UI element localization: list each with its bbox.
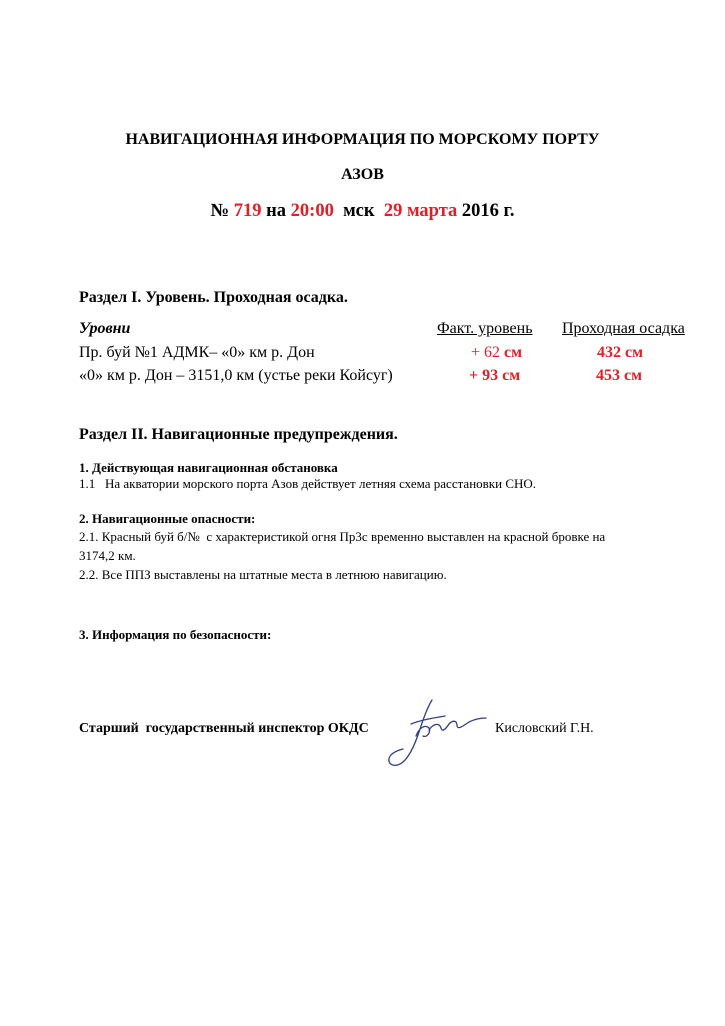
- issue-line: [0, 201, 725, 222]
- number-prefix: №: [210, 201, 234, 221]
- subsection-2-heading: 2. Навигационные опасности:: [79, 511, 256, 526]
- subsection-1-heading: 1. Действующая навигационная обстановка: [79, 460, 338, 475]
- timezone-label: мск: [333, 201, 384, 221]
- table-row-2-name: «0» км р. Дон – 3151,0 км (устье реки Койсуг): [79, 367, 393, 384]
- table-row-1-level: [471, 344, 522, 362]
- column-header-levels: Уровни: [79, 320, 131, 337]
- issue-number: 719: [233, 201, 262, 221]
- port-name: АЗОВ: [341, 166, 384, 183]
- table-row-1-draft: 432 см: [597, 344, 643, 361]
- subsection-1-text: 1.1 На акватории морского порта Азов действует летняя схема расстановки СНО.: [79, 476, 537, 491]
- document-title: НАВИГАЦИОННАЯ ИНФОРМАЦИЯ ПО МОРСКОМУ ПОРТУ: [125, 131, 600, 148]
- level-value: + 62: [471, 344, 505, 361]
- issue-year: 2016 г.: [457, 201, 515, 221]
- issue-time: 20:00: [290, 201, 334, 221]
- table-row-2-level: [469, 367, 520, 385]
- issue-date: 29 марта: [383, 201, 458, 221]
- subsection-2-line-3: 2.2. Все ППЗ выставлены на штатные места в летнюю навигацию.: [79, 567, 447, 582]
- table-row-1-name: Пр. буй №1 АДМК– «0» км р. Дон: [79, 344, 315, 361]
- signer-role: Старший государственный инспектор ОКДС: [79, 721, 369, 736]
- subsection-2-line-2: 3174,2 км.: [79, 548, 136, 563]
- column-header-draft: Проходная осадка: [562, 320, 685, 337]
- table-row-2-draft: 453 см: [596, 367, 642, 384]
- section-2-title: Раздел II. Навигационные предупреждения.: [79, 426, 398, 443]
- subsection-3-heading: 3. Информация по безопасности:: [79, 627, 272, 642]
- column-header-actual-level: Факт. уровень: [437, 320, 533, 337]
- subsection-2-line-1: 2.1. Красный буй б/№ с характеристикой огня Пр3с временно выставлен на красной бровке на: [79, 529, 606, 544]
- section-1-title: Раздел I. Уровень. Проходная осадка.: [79, 289, 348, 306]
- signer-name: Кисловский Г.Н.: [495, 721, 594, 736]
- level-unit: см: [502, 367, 521, 384]
- handwritten-signature: [383, 694, 489, 768]
- at-label: на: [261, 201, 291, 221]
- level-value: + 93: [469, 367, 503, 384]
- level-unit: см: [504, 344, 523, 361]
